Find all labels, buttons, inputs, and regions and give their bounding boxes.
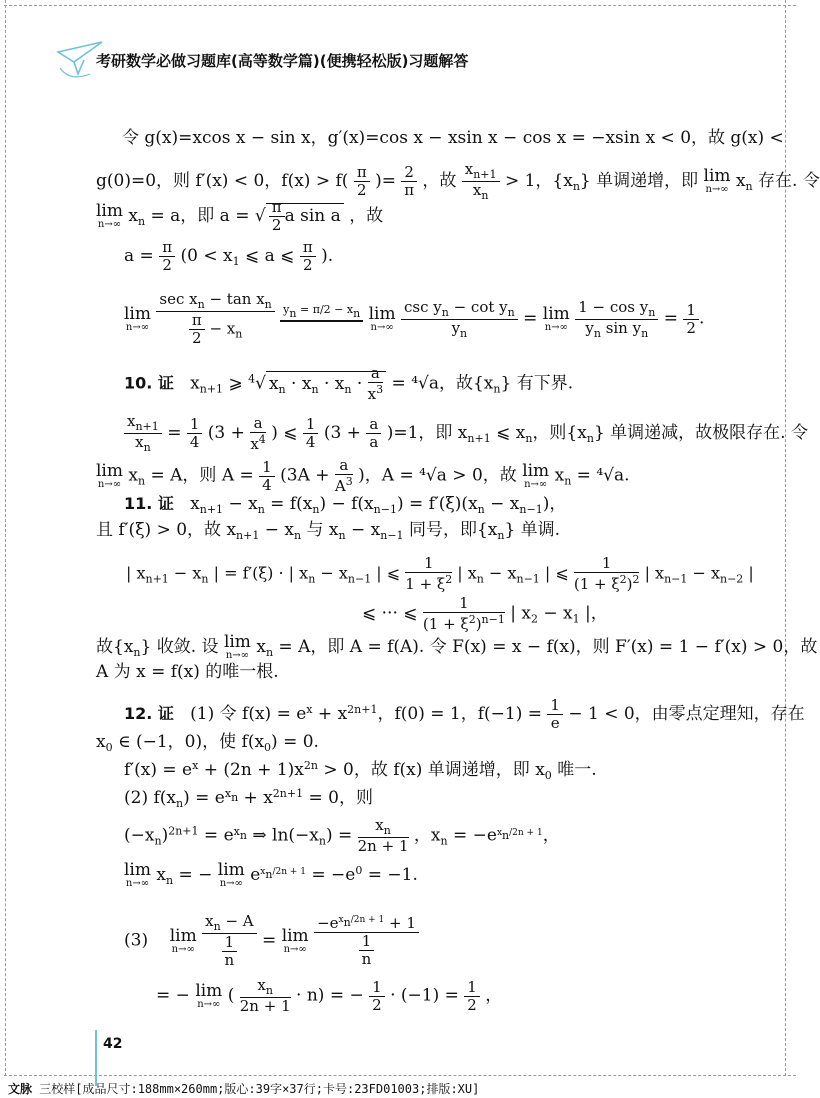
text-line-1: 令 g(x)=xcos x − sin x，g′(x)=cos x − xsin x − cos x = −xsin x < 0，故 g(x) < [122, 128, 784, 148]
text-line-8: lim n→∞ $x_n = A$，则 A = $\frac{1}{4}$ (3A + $\frac{a}{A^3}$ )，A = ⁴√a > 0，故 lim n→∞ $x_n = ^4√a$. [96, 456, 630, 495]
text-line-21: (3) lim n→∞ $\frac{x_n - A}{\frac{1}{n}}$ = lim n→∞ $\frac{-e^{xn/2n + 1} + 1}{\frac{1}{n}}$ [124, 914, 419, 968]
fraction: $\frac{\pi}{2}$ [354, 165, 370, 198]
limit: lim n→∞ [542, 303, 570, 333]
text-line-14: A 为 x = f(x) 的唯一根. [96, 662, 279, 682]
fraction: $\frac{a}{A^3}$ [334, 456, 353, 495]
text-line-16: $x_0$ ∈ (−1，0)，使 $f(x_0) = 0$. [96, 732, 319, 754]
text-line-20: lim n→∞ $x_n$ = − lim n→∞ $e^{xn/2n + 1} = -e^0 = -1$. [124, 860, 418, 889]
limit: lim n→∞ [195, 980, 223, 1010]
limit: lim n→∞ [124, 303, 151, 333]
text-line-22: = − lim n→∞ ( $\frac{x_n}{2n + 1}$ · n) = − $\frac{1}{2}$ · (−1) = $\frac{1}{2}$ ， [156, 976, 503, 1015]
limit: lim n→∞ [124, 860, 151, 889]
fraction: $\frac{x_n}{2n + 1}$ [239, 976, 291, 1015]
fraction: $\frac{1}{4}$ [259, 460, 275, 493]
fraction: $\frac{1}{2}$ [369, 980, 385, 1013]
frame-bottom-line [4, 1075, 796, 1076]
fraction: $\frac{1 - \cos y_n}{y_n \sin y_n}$ [575, 300, 658, 339]
fraction: $\sec x_n - \tan x_n$ $\frac{\pi}{2}$ − $x_n$ [156, 292, 274, 346]
fraction: $\frac{x_{n+1}}{x_n}$ [462, 162, 500, 201]
fraction: $\frac{1}{e}$ [547, 698, 563, 731]
limit: lim n→∞ [281, 925, 309, 955]
footer-brand: 文脉 [8, 1082, 33, 1096]
fraction: $\frac{x_n - A}{\frac{1}{n}}$ [202, 914, 257, 968]
limit: lim n→∞ [169, 925, 197, 955]
frame-top-line [4, 5, 796, 6]
footer-info: 三校样[成品尺寸:188mm×260mm;版心:39字×37行;卡号:23FD01003;排版:XU] [39, 1082, 480, 1096]
fraction: $\frac{1}{2}$ [464, 980, 480, 1013]
text-line-3: lim n→∞ $x_n = a$，即 a = √ $\frac{\pi}{2}$ a sin a ，故 [96, 198, 384, 234]
fraction: $\frac{1}{4}$ [303, 417, 319, 450]
fraction: $\frac{\pi}{2}$ [300, 240, 316, 273]
fraction: $\frac{a}{a}$ [366, 417, 381, 450]
fraction: $\frac{2}{\pi}$ [401, 165, 417, 198]
limit: lim n→∞ [223, 632, 251, 661]
fraction: $\frac{-e^{xn/2n + 1} + 1}{\frac{1}{n}}$ [314, 916, 419, 967]
fraction: $\frac{x_{n+1}}{x_n}$ [124, 414, 162, 453]
fraction: $\frac{1}{1 + \xi^2}$ [405, 554, 453, 593]
text-line-12: ⩽ ··· ⩽ $\frac{1}{(1 + \xi^2)^{n-1}}$ | $x_2 - x_1$ |， [362, 594, 608, 633]
substitution: yn = π/2 − xn [280, 304, 363, 334]
fraction: $\frac{x_n}{2n + 1}$ [357, 816, 409, 855]
problem-11: 11. 证 $x_{n+1} - x_n = f(x_n) - f(x_{n-1}) = f'(\xi)(x_n - x_{n-1})$， [124, 494, 567, 516]
limit: lim n→∞ [96, 201, 123, 230]
problem-10: 10. 证 $x_{n+1}$ ⩾ $^4$√ $x_n \cdot x_n \cdot x_n$ · $\frac{a}{x^3}$ = ⁴√a，故$\{x_n\}$ 有下界. [124, 364, 574, 403]
text-line-7: $\frac{x_{n+1}}{x_n}$ = $\frac{1}{4}$ (3 + $\frac{a}{x^4}$ ) ⩽ $\frac{1}{4}$ (3 + $\frac{a}{a}$ )=1，即 $x_{n+1}$ ⩽ $x_n$，则$\{x_n\}$ 单调递减，故极限存在. 令 [124, 414, 808, 453]
fraction: $\frac{1}{(1 + \xi^2)^2}$ [573, 554, 640, 593]
fraction: $\frac{\csc y_n - \cot y_n}{y_n}$ [401, 300, 518, 339]
text-line-17: $f'(x) = e^x + (2n + 1)x^{2n} > 0$，故 f(x) 单调递增，即 $x_0$ 唯一. [124, 759, 597, 782]
text-line-2: g(0)=0，则 f′(x) < 0，f(x) > f( $\frac{\pi}{2}$ )= $\frac{2}{\pi}$ ，故 $\frac{x_{n+1}}{x_n}$ > 1，$\{x_n\}$ 单调递增，即 lim n→∞ $x_n$ 存在. 令 [96, 160, 820, 202]
page-number-bar [95, 1030, 97, 1086]
text-line-4: a = $\frac{\pi}{2}$ ($0 < x_1$ ⩽ a ⩽ $\frac{\pi}{2}$ ). [124, 238, 334, 274]
text-line-11: | $x_{n+1} - x_n$ | = f′(ξ) · | $x_n - x_{n-1}$ | ⩽ $\frac{1}{1 + \xi^2}$ | $x_n - x_{n-1}$ | ⩽ $\frac{1}{(1 + \xi^2)^2}$ | $x_{n-1} - x_{n-2}$ | [126, 554, 754, 593]
print-footer [8, 1080, 479, 1097]
running-header: 考研数学必做习题库(高等数学篇)(便携轻松版)习题解答 [96, 52, 469, 70]
fraction: $\frac{a}{x^4}$ [250, 413, 266, 453]
limit: lim n→∞ [96, 460, 123, 490]
problem-12: 12. 证 (1) 令 $f(x) = e^x + x^{2n+1}$，f(0) = 1，f(−1) = $\frac{1}{e}$ − 1 < 0，由零点定理知，存在 [124, 696, 805, 732]
fraction: $\frac{1}{(1 + \xi^2)^{n-1}}$ [422, 594, 505, 633]
fraction: $\frac{1}{4}$ [187, 417, 203, 450]
text-line-19: $(-x_n)^{2n+1} = e^{xn}$ ⇒ $\ln(-x_n)$ = $\frac{x_n}{2n + 1}$ ，$x_n = -e^{xn/2n + 1}$， [124, 816, 560, 855]
limit: lim n→∞ [522, 460, 550, 490]
page-number: 42 [103, 1036, 123, 1052]
text-line-5: lim n→∞ $\sec x_n - \tan x_n$ $\frac{\pi}{2}$ − $x_n$ yn = π/2 − xn lim n→∞ $\frac{\csc y_n - \cot y_n}{y_n}$ = lim n→∞ $\frac{1 - \cos y_n}{y_n \sin y_n}$ = $\frac{1}{2}$ . [124, 290, 705, 347]
text-line-13: 故$\{x_n\}$ 收敛. 设 lim n→∞ $x_n = A$，即 A = f(A). 令 F(x) = x − f(x)，则 F′(x) = 1 − f′(x) > 0，故 [96, 632, 818, 661]
text-line-10: 且 f′(ξ) > 0，故 $x_{n+1} - x_n$ 与 $x_n - x_{n-1}$ 同号，即$\{x_n\}$ 单调. [96, 520, 561, 542]
frame-left-line [5, 0, 6, 1076]
limit: lim n→∞ [703, 166, 731, 195]
limit: lim n→∞ [217, 860, 245, 889]
text-line-18: (2) $f(x_n) = e^{xn} + x^{2n+1} = 0$，则 [124, 787, 373, 810]
fraction: $\frac{1}{2}$ [683, 303, 699, 336]
fraction: $\frac{\pi}{2}$ [159, 240, 175, 273]
limit: lim n→∞ [368, 303, 396, 333]
